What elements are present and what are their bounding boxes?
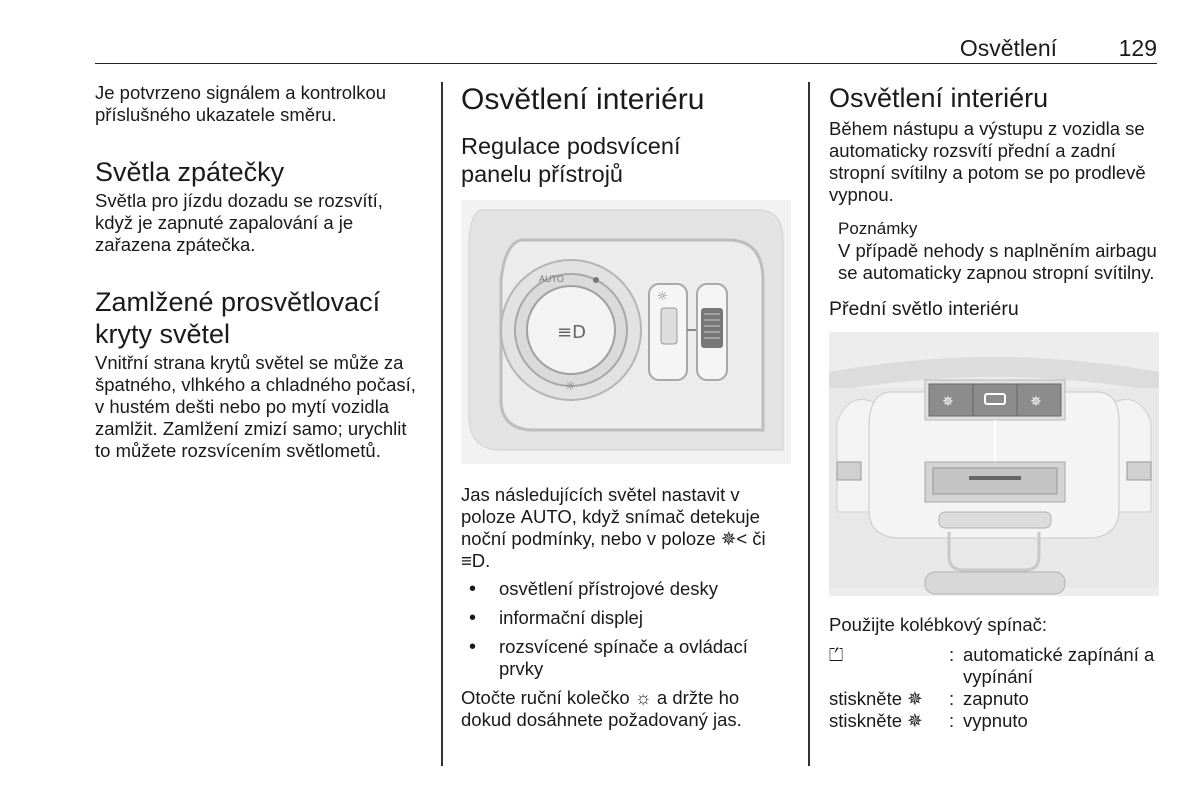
front-light-heading: Přední světlo interiéru [829, 298, 1019, 320]
panel-dimming-heading: Regulace podsvícení panelu přístrojů [461, 133, 681, 187]
note-heading: Poznámky [838, 219, 918, 238]
dome-light-illustration [829, 332, 1159, 596]
light-switch-drawing [461, 200, 791, 464]
dome-light-drawing [829, 332, 1159, 596]
table-row: ⏍ : automatické zapínání a vypínání [829, 644, 1155, 687]
thumbwheel-paragraph: Otočte ruční kolečko ☼ a držte ho dokud dosáhnete požadovaný jas. [461, 687, 742, 730]
table-row: stiskněte ✵ : zapnuto [829, 688, 1029, 709]
entry-exit-text: Během nástupu a výstupu z vozidla se automaticky rozsvítí přední a zadní stropní svítilny a potom se po prodlevě vypnou. [829, 118, 1146, 205]
note-text: V případě nehody s naplněním airbagu se automaticky zapnou stropní svítilny. [838, 240, 1157, 283]
section-title: Osvětlení [959, 35, 1057, 61]
fog-heading: Zamlžené prosvětlovací kryty světel [95, 287, 381, 349]
fog-text: Vnitřní strana krytů světel se může za špatného, vlhkého a chladného počasí, v hustém dešti nebo po mytí vozidla zamlžit. Zamlžení zmizí samo; urychlit to můžete rozsvícením světlometů. [95, 352, 416, 461]
column-right [829, 82, 1159, 732]
parking-light-icon: ✵< [720, 528, 748, 549]
list-item: • informační displej [461, 607, 791, 629]
reverse-lights-heading: Světla zpátečky [95, 157, 285, 187]
intro-text: Je potvrzeno signálem a kontrolkou příslušného ukazatele směru. [95, 82, 387, 125]
light-switch-illustration [461, 200, 791, 464]
list-item: • osvětlení přístrojové desky [461, 578, 791, 600]
rocker-table [829, 644, 1159, 732]
auto-label: AUTO [539, 274, 564, 284]
list-item: • rozsvícené spínače a ovládací prvky [461, 636, 791, 680]
svg-text:✵: ✵ [1030, 394, 1042, 410]
interior-lighting-title: Osvětlení interiéru [461, 83, 705, 116]
page-header [95, 35, 1157, 64]
svg-text:☼: ☼ [657, 289, 668, 303]
column-middle [461, 82, 791, 731]
light-on-icon: ✵ [907, 688, 923, 709]
svg-text:≡D: ≡D [557, 322, 586, 343]
table-row: stiskněte ✵ : vypnuto [829, 710, 1028, 731]
column-divider [441, 82, 443, 766]
bullet-list [461, 578, 791, 680]
column-divider [808, 82, 810, 766]
light-off-icon: ✵ [907, 710, 923, 731]
column-left [95, 82, 425, 462]
rocker-switch-lead: Použijte kolébkový spínač: [829, 614, 1048, 635]
thumbwheel-icon: ☼ [634, 687, 652, 708]
note-box [838, 218, 1159, 284]
interior-lighting-heading: Osvětlení interiéru [829, 83, 1049, 113]
svg-text:✵: ✵ [942, 394, 954, 410]
reverse-lights-text: Světla pro jízdu dozadu se rozsvítí, když je zapnuté zapalování a je zařazena zpátečka. [95, 190, 383, 255]
low-beam-icon: ≡D [461, 550, 486, 571]
page-number: 129 [1118, 35, 1157, 61]
door-icon: ⏍ [829, 644, 844, 665]
brightness-paragraph: Jas následujících světel nastavit v poloze AUTO, když snímač detekuje noční podmínky, nebo v poloze ✵< či ≡D. [461, 484, 766, 571]
svg-text:☼: ☼ [565, 379, 576, 393]
